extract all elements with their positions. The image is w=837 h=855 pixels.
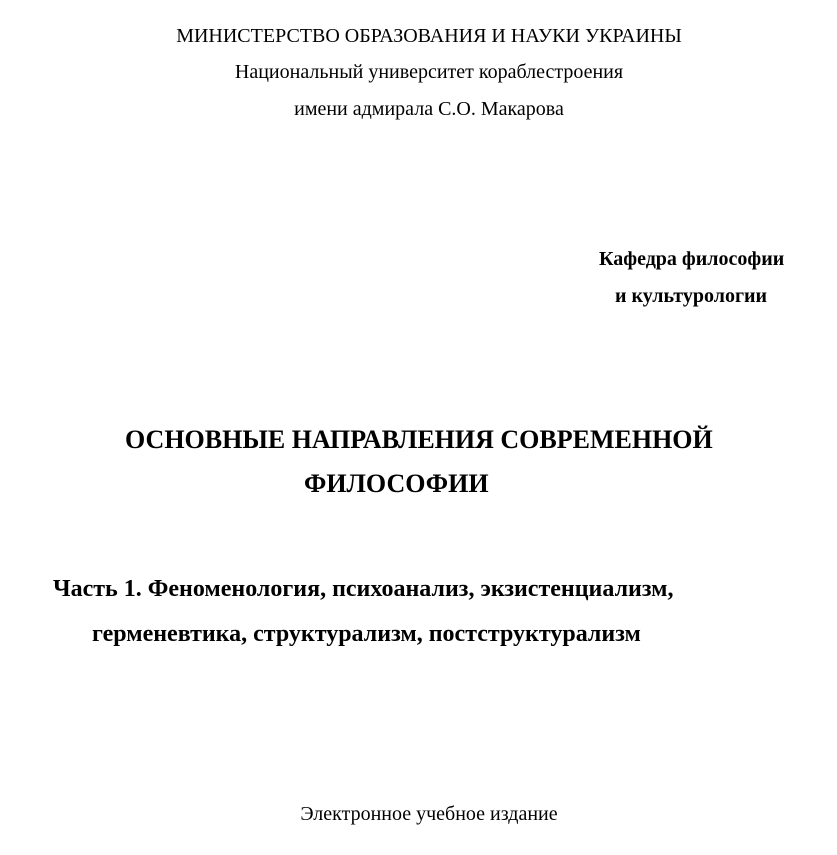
- ministry-heading: МИНИСТЕРСТВО ОБРАЗОВАНИЯ И НАУКИ УКРАИНЫ: [176, 25, 682, 47]
- university-honorific: имени адмирала С.О. Макарова: [294, 98, 564, 120]
- university-name: Национальный университет кораблестроения: [234, 61, 624, 83]
- document-title-line-2: ФИЛОСОФИИ: [304, 469, 489, 498]
- department-line-2: и культурологии: [615, 285, 768, 307]
- part-subtitle-line-1: Часть 1. Феноменология, психоанализ, экзистенциализм,: [53, 576, 674, 602]
- department-line-1: Кафедра философии: [599, 248, 785, 270]
- document-title-line-1: ОСНОВНЫЕ НАПРАВЛЕНИЯ СОВРЕМЕННОЙ: [125, 425, 713, 454]
- part-subtitle-line-2: герменевтика, структурализм, постструктурализм: [92, 621, 641, 647]
- edition-type: Электронное учебное издание: [300, 803, 558, 825]
